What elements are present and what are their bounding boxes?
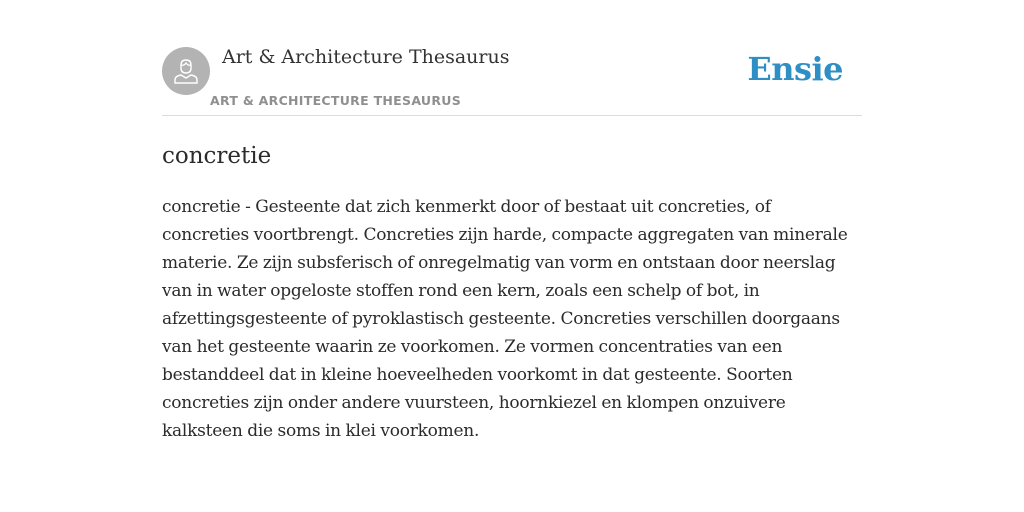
user-avatar-icon[interactable]: [162, 47, 210, 95]
entry-card: [162, 40, 862, 445]
entry-term: concretie: [162, 143, 272, 169]
entry-header: [162, 40, 862, 116]
entry-definition: concretie - Gesteente dat zich kenmerkt door of bestaat uit concreties, of concreties voortbrengt. Concreties zijn harde, compacte aggregaten van minerale materie. Ze zijn subsferisch of onregelmatig van vorm en ontstaan door neerslag van in water opgeloste stoffen rond een kern, zoals een schelp of bot, in afzettingsgesteente of pyroklastisch gesteente. Concreties verschillen doorgaans van het gesteente waarin ze voorkomen. Ze vormen concentraties van een bestanddeel dat in kleine hoeveelheden voorkomt in dat gesteente. Soorten concreties zijn onder andere vuursteen, hoornkiezel en klompen onzuivere kalksteen die soms in klei voorkomen.: [162, 196, 848, 441]
source-subtitle[interactable]: ART & ARCHITECTURE THESAURUS: [210, 93, 462, 108]
ensie-logo[interactable]: Ensie: [747, 50, 843, 88]
person-outline-icon: [171, 56, 201, 86]
source-title[interactable]: Art & Architecture Thesaurus: [222, 46, 510, 68]
